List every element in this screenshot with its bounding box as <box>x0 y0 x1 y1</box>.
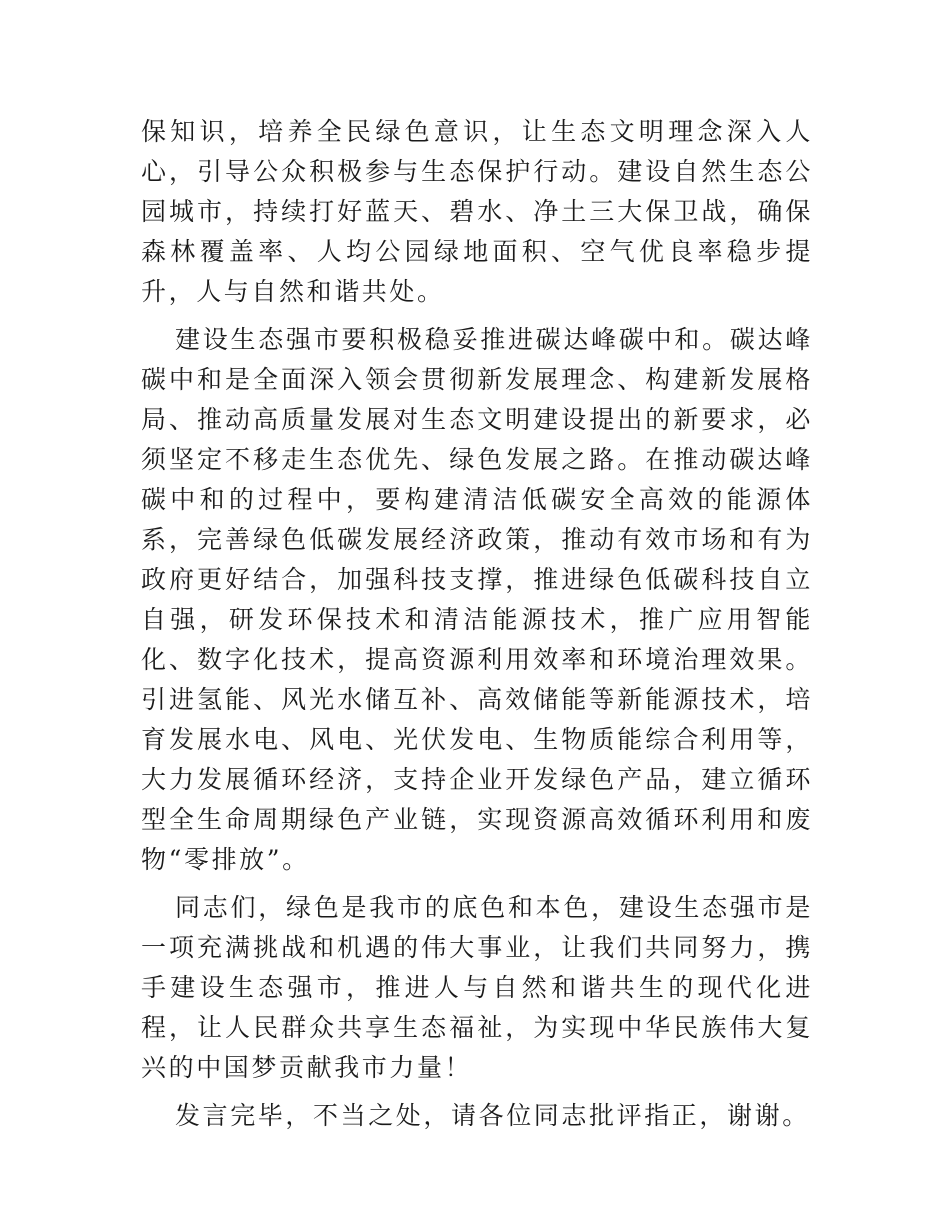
paragraph-carbon-neutrality: 建设生态强市要积极稳妥推进碳达峰碳中和。碳达峰碳中和是全面深入领会贯彻新发展理念、构建新发展格局、推动高质量发展对生态文明建设提出的新要求，必须坚定不移走生态优先、绿色发展之路。在推动碳达峰碳中和的过程中，要构建清洁低碳安全高效的能源体系，完善绿色低碳发展经济政策，推动有效市场和有为政府更好结合，加强科技支撑，推进绿色低碳科技自立自强，研发环保技术和清洁能源技术，推广应用智能化、数字化技术，提高资源利用效率和环境治理效果。引进氢能、风光水储互补、高效储能等新能源技术，培育发展水电、风电、光伏发电、生物质能综合利用等，大力发展循环经济，支持企业开发绿色产品，建立循环型全生命周期绿色产业链，实现资源高效循环利用和废物“零排放”。 <box>141 325 813 874</box>
document-body <box>141 112 813 1144</box>
paragraph-closing-call: 同志们，绿色是我市的底色和本色，建设生态强市是一项充满挑战和机遇的伟大事业，让我们共同努力，携手建设生态强市，推进人与自然和谐共生的现代化进程，让人民群众共享生态福祉，为实现中华民族伟大复兴的中国梦贡献我市力量！ <box>141 893 813 1082</box>
paragraph-conclusion: 发言完毕，不当之处，请各位同志批评指正，谢谢。 <box>175 1101 810 1130</box>
paragraph-continuation: 保知识，培养全民绿色意识，让生态文明理念深入人心，引导公众积极参与生态保护行动。建设自然生态公园城市，持续打好蓝天、碧水、净土三大保卫战，确保森林覆盖率、人均公园绿地面积、空气优良率稳步提升，人与自然和谐共处。 <box>141 117 813 306</box>
